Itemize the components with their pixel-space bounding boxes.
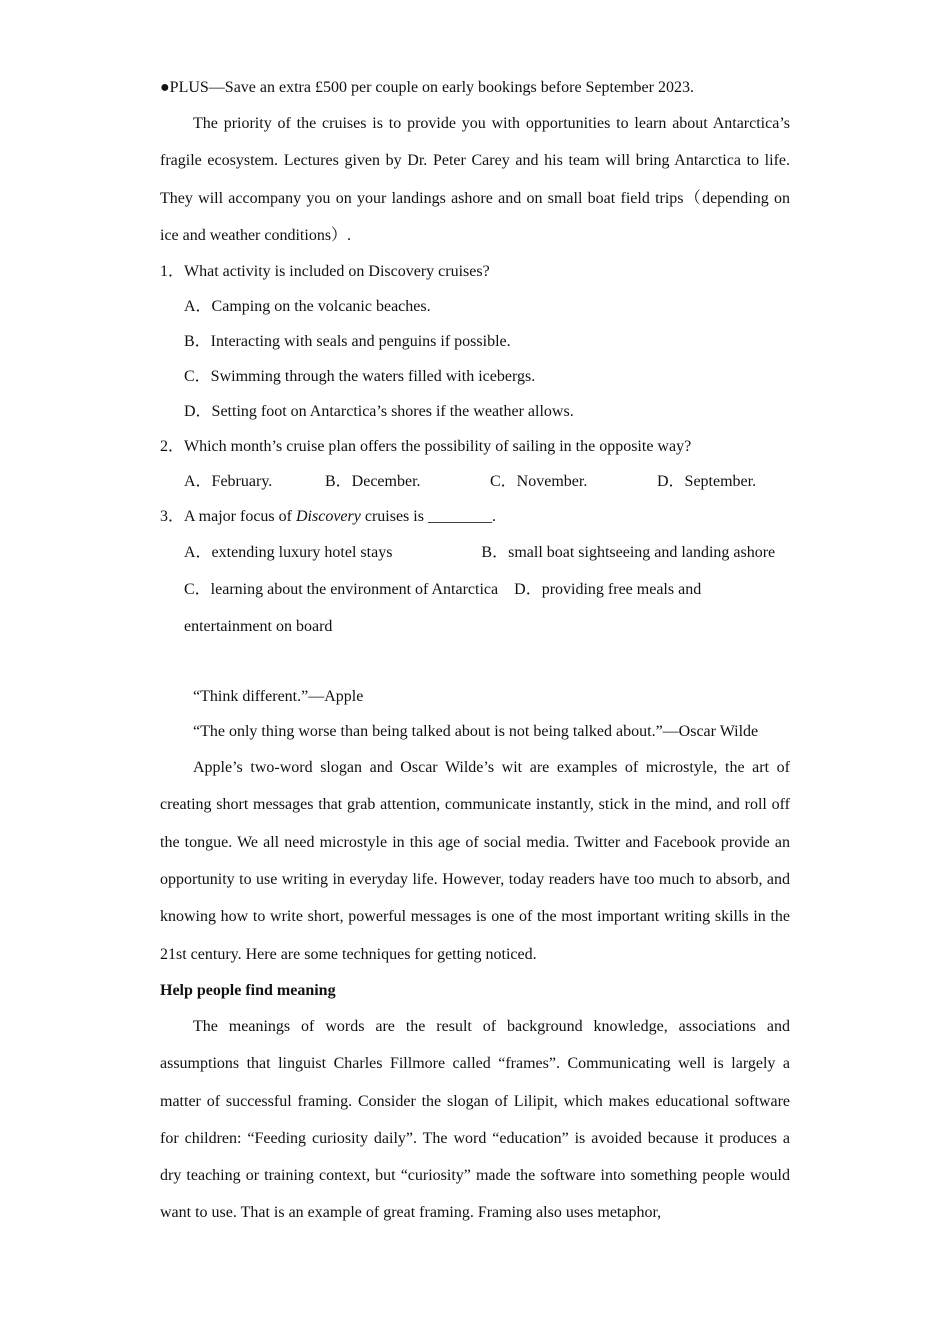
question-1-option-b: B．Interacting with seals and penguins if possible.	[184, 333, 511, 351]
question-3-options-cd	[160, 571, 790, 645]
apple-quote: “Think different.”—Apple	[193, 688, 364, 706]
framing-paragraph: The meanings of words are the result of background knowledge, associations and assumptions that linguist Charles Fillmore called “frames”. Communicating well is largely a matter of successful framing. Consider the slogan of Lilipit, which makes educational software for children: “Feeding curiosity daily”. The word “education” is avoided because it produces a dry teaching or training context, but “curiosity” made the software into something people would want to use. That is an example of great framing. Framing also uses metaphor,	[160, 1017, 790, 1222]
question-2-stem: 2．Which month’s cruise plan offers the possibility of sailing in the opposite way?	[160, 438, 692, 456]
question-3-options-ab	[160, 534, 790, 571]
question-2-option-b: B．December.	[325, 473, 421, 491]
question-3-option-c: C．learning about the environment of Antarctica	[184, 581, 499, 599]
question-1-stem: 1．What activity is included on Discovery cruises?	[160, 263, 490, 281]
question-1-option-c: C．Swimming through the waters filled with icebergs.	[184, 368, 536, 386]
question-3-option-a: A．extending luxury hotel stays	[184, 544, 393, 562]
question-2	[160, 429, 790, 499]
question-1-option-a: A．Camping on the volcanic beaches.	[184, 298, 431, 316]
question-1-option-d: D．Setting foot on Antarctica’s shores if the weather allows.	[184, 403, 574, 421]
question-2-option-a: A．February.	[184, 473, 273, 491]
question-2-option-c: C．November.	[490, 473, 588, 491]
question-2-options	[160, 464, 790, 499]
priority-paragraph: The priority of the cruises is to provide you with opportunities to learn about Antarctica’s fragile ecosystem. Lectures given by Dr. Peter Carey and his team will bring Antarctica to life. They will accompany you on your landings ashore and on small boat field trips（depending on ice and weather conditions）.	[160, 115, 790, 244]
question-3-option-d: D．providing free meals and entertainment on board	[184, 581, 702, 636]
question-3-option-b: B．small boat sightseeing and landing ashore	[481, 544, 776, 562]
document-page	[160, 70, 790, 1232]
section-heading: Help people find meaning	[160, 981, 336, 999]
question-3-stem: 3．A major focus of Discovery cruises is ________.	[160, 508, 496, 526]
oscar-wilde-quote: “The only thing worse than being talked about is not being talked about.”—Oscar Wilde	[193, 723, 759, 741]
plus-offer-line: ●PLUS—Save an extra £500 per couple on early bookings before September 2023.	[160, 79, 694, 96]
question-1	[160, 254, 790, 429]
microstyle-intro-paragraph: Apple’s two-word slogan and Oscar Wilde’s wit are examples of microstyle, the art of creating short messages that grab attention, communicate instantly, stick in the mind, and roll off the tongue. We all need microstyle in this age of social media. Twitter and Facebook provide an opportunity to use writing in everyday life. However, today readers have too much to absorb, and knowing how to write short, powerful messages is one of the most important writing skills in the 21st century. Here are some techniques for getting noticed.	[160, 759, 790, 963]
question-3	[160, 499, 790, 645]
question-2-option-d: D．September.	[657, 473, 757, 491]
